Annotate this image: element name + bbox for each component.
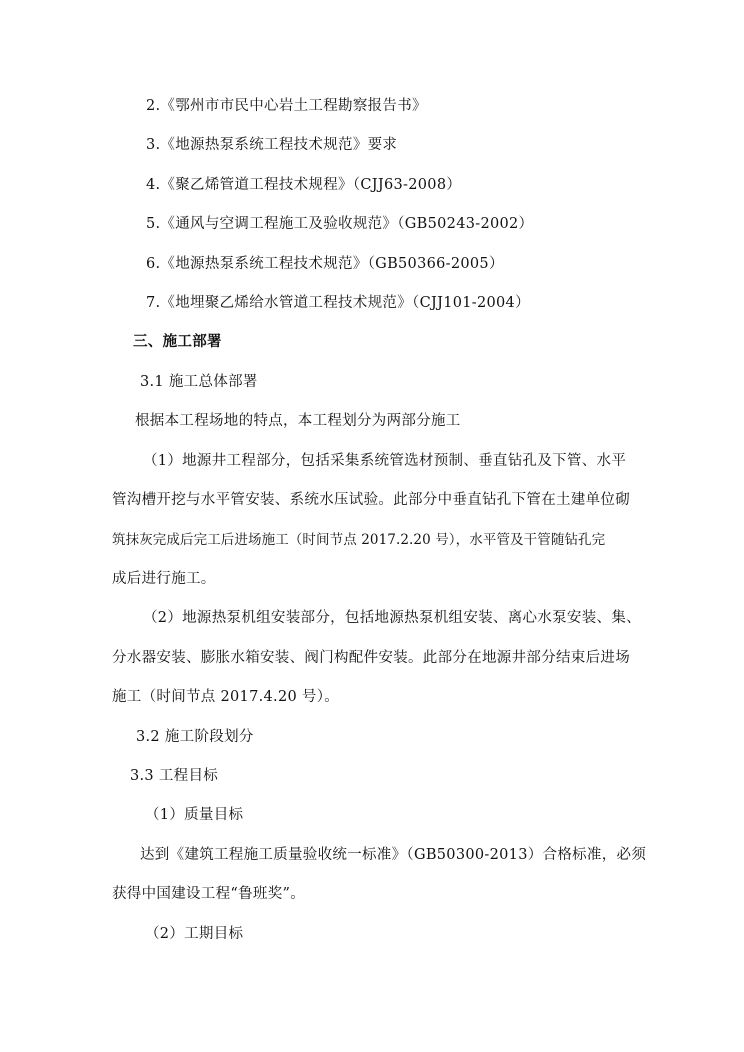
quality-target-heading: （1）质量目标: [145, 807, 244, 823]
subsection-3-2-heading: 3.2 施工阶段划分: [136, 729, 254, 745]
subsection-3-1-intro: 根据本工程场地的特点，本工程划分为两部分施工: [135, 413, 461, 429]
section-3-heading: 三、施工部署: [133, 333, 222, 350]
part1-line-4: 成后进行施工。: [112, 571, 216, 587]
subsection-3-3-heading: 3.3 工程目标: [130, 768, 219, 784]
part1-line-3: 筑抹灰完成后完工后进场施工（时间节点 2017.2.20 号），水平管及干管随钻孔完: [112, 532, 606, 548]
part2-line-2: 分水器安装、膨胀水箱安装、阀门构配件安装。此部分在地源井部分结束后进场: [112, 650, 630, 666]
reference-item-2: 2.《鄂州市市民中心岩土工程勘察报告书》: [146, 98, 427, 114]
part2-line-3: 施工（时间节点 2017.4.20 号）。: [112, 689, 340, 705]
reference-item-6: 6.《地源热泵系统工程技术规范》（GB50366-2005）: [146, 256, 504, 272]
part1-line-1: （1）地源井工程部分，包括采集系统管选材预制、垂直钻孔及下管、水平: [143, 453, 627, 469]
schedule-target-heading: （2）工期目标: [145, 926, 244, 942]
part1-line-2: 管沟槽开挖与水平管安装、系统水压试验。此部分中垂直钻孔下管在土建单位砌: [112, 492, 630, 508]
reference-item-4: 4.《聚乙烯管道工程技术规程》（CJJ63-2008）: [146, 177, 462, 193]
subsection-3-1-heading: 3.1 施工总体部署: [140, 374, 258, 390]
part2-line-1: （2）地源热泵机组安装部分，包括地源热泵机组安装、离心水泵安装、集、: [143, 610, 641, 626]
quality-target-line-1: 达到《建筑工程施工质量验收统一标准》（GB50300-2013）合格标准，必须: [140, 847, 647, 863]
reference-item-5: 5.《通风与空调工程施工及验收规范》（GB50243-2002）: [146, 216, 534, 232]
reference-item-7: 7.《地埋聚乙烯给水管道工程技术规范》（CJJ101-2004）: [146, 295, 530, 311]
reference-item-3: 3.《地源热泵系统工程技术规范》要求: [146, 137, 398, 153]
quality-target-line-2: 获得中国建设工程“鲁班奖”。: [112, 886, 306, 902]
